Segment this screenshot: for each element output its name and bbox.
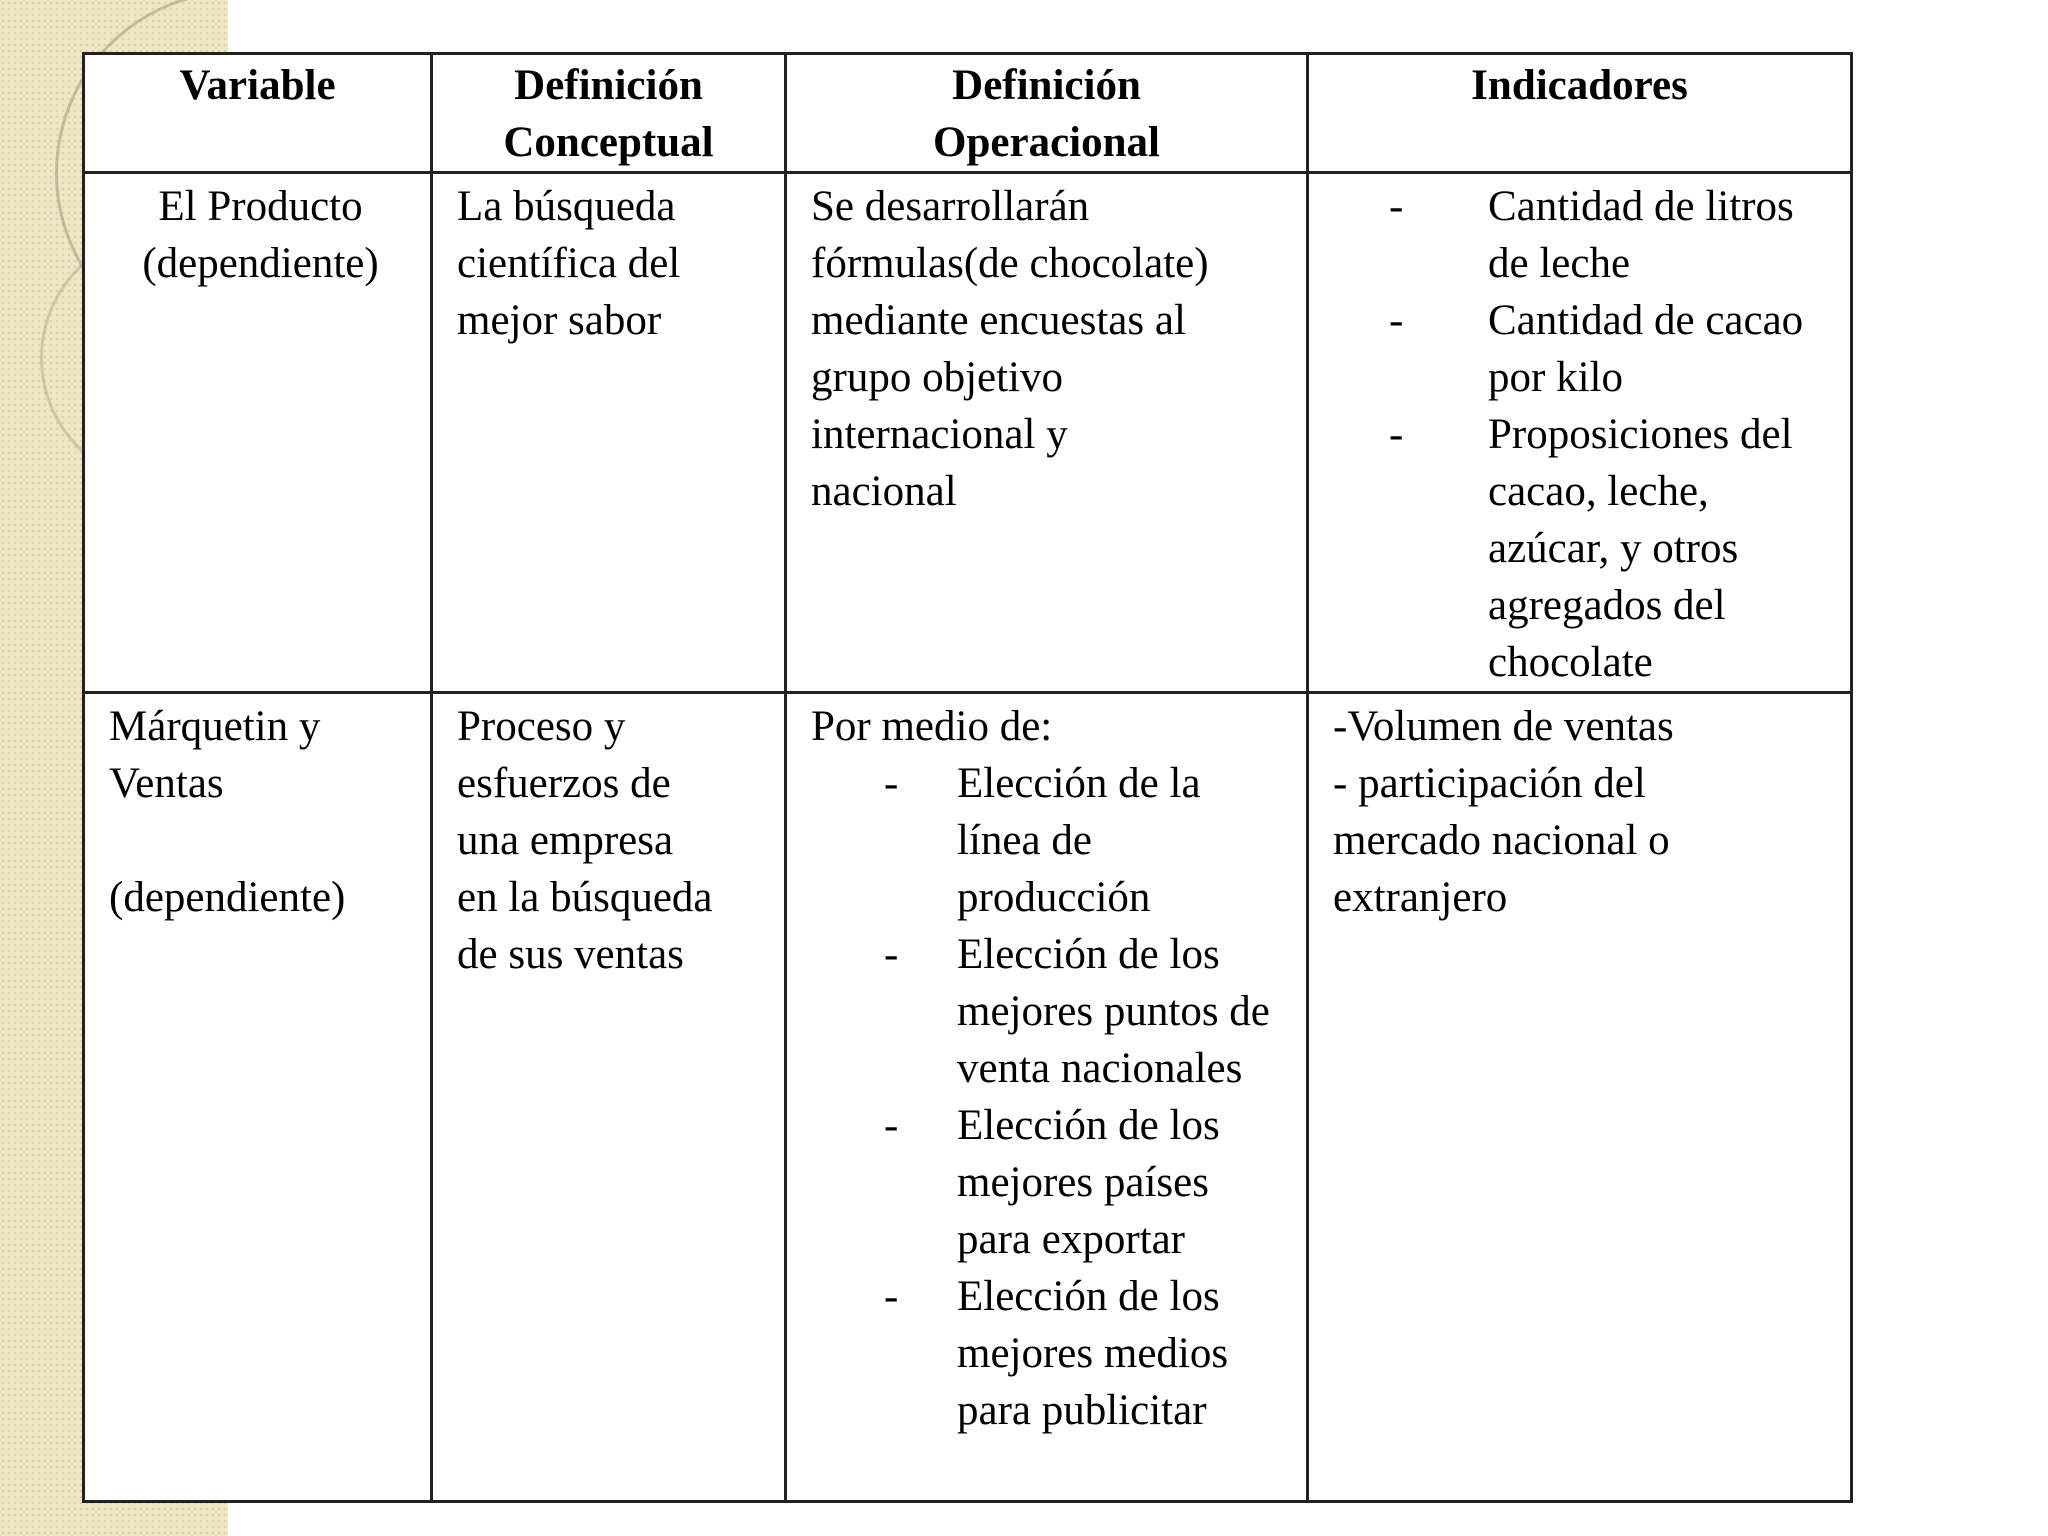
header-conceptual-line1: Definición <box>514 62 703 109</box>
list-item <box>884 1097 1288 1268</box>
operational-intro: Por medio de: <box>811 703 1053 750</box>
text-line: fórmulas(de chocolate) <box>811 240 1209 287</box>
operational-item-text: Elección de los mejores países para exportar <box>957 1102 1220 1263</box>
header-indicators <box>1308 54 1852 173</box>
text-line: extranjero <box>1333 874 1508 921</box>
text-line: científica del <box>457 240 681 287</box>
text-line: mercado nacional o <box>1333 817 1670 864</box>
spacer <box>109 812 412 869</box>
dash-bullet: - <box>1389 297 1404 344</box>
cell-conceptual-definition <box>432 693 786 1502</box>
indicator-text: Proposiciones del cacao, leche, azúcar, y otros agregados del chocolate <box>1488 411 1793 686</box>
dash-bullet: - <box>884 931 899 978</box>
cell-operational-definition <box>786 173 1308 693</box>
table-row <box>84 173 1852 693</box>
list-item <box>1389 178 1832 292</box>
cell-indicators <box>1308 173 1852 693</box>
list-item <box>884 926 1288 1097</box>
header-row <box>84 54 1852 173</box>
cell-operational-definition <box>786 693 1308 1502</box>
list-item <box>884 755 1288 926</box>
list-item <box>1389 292 1832 406</box>
text-line: La búsqueda <box>457 183 676 230</box>
text-line: nacional <box>811 468 957 515</box>
dash-bullet: - <box>884 760 899 807</box>
operational-list <box>811 755 1288 1439</box>
text-line: en la búsqueda <box>457 874 713 921</box>
text-line: - participación del <box>1333 760 1646 807</box>
dash-bullet: - <box>884 1102 899 1149</box>
text-line: de sus ventas <box>457 931 684 978</box>
text-line: Se desarrollarán <box>811 183 1090 230</box>
operational-item-text: Elección de los mejores puntos de venta nacionales <box>957 931 1270 1092</box>
indicator-list <box>1333 178 1832 691</box>
list-item <box>884 1268 1288 1439</box>
header-operational <box>786 54 1308 173</box>
text-line: mejor sabor <box>457 297 662 344</box>
text-line: grupo objetivo <box>811 354 1063 401</box>
variable-name-line1: Márquetin y <box>109 703 321 750</box>
header-operational-line2: Operacional <box>933 119 1160 166</box>
header-conceptual <box>432 54 786 173</box>
text-line: Proceso y <box>457 703 626 750</box>
header-variable-text: Variable <box>179 62 336 109</box>
dash-bullet: - <box>1389 411 1404 458</box>
header-indicators-text: Indicadores <box>1471 62 1688 109</box>
cell-variable <box>84 173 432 693</box>
operationalization-table <box>82 52 1853 1503</box>
text-line: una empresa <box>457 817 674 864</box>
header-variable <box>84 54 432 173</box>
header-conceptual-line2: Conceptual <box>503 119 714 166</box>
text-line: internacional y <box>811 411 1068 458</box>
text-line: esfuerzos de <box>457 760 671 807</box>
operational-item-text: Elección de la línea de producción <box>957 760 1201 921</box>
indicator-text: Cantidad de cacao por kilo <box>1488 297 1804 401</box>
dash-bullet: - <box>884 1273 899 1320</box>
table-row <box>84 693 1852 1502</box>
cell-variable <box>84 693 432 1502</box>
text-line: mediante encuestas al <box>811 297 1186 344</box>
dash-bullet: - <box>1389 183 1404 230</box>
variable-type: (dependiente) <box>109 874 346 921</box>
text-line: -Volumen de ventas <box>1333 703 1674 750</box>
list-item <box>1389 406 1832 691</box>
indicator-text: Cantidad de litros de leche <box>1488 183 1794 287</box>
operational-item-text: Elección de los mejores medios para publicitar <box>957 1273 1229 1434</box>
variable-name: El Producto <box>158 183 363 230</box>
variable-type: (dependiente) <box>142 240 379 287</box>
header-operational-line1: Definición <box>952 62 1141 109</box>
cell-conceptual-definition <box>432 173 786 693</box>
cell-indicators <box>1308 693 1852 1502</box>
variable-name-line2: Ventas <box>109 760 224 807</box>
